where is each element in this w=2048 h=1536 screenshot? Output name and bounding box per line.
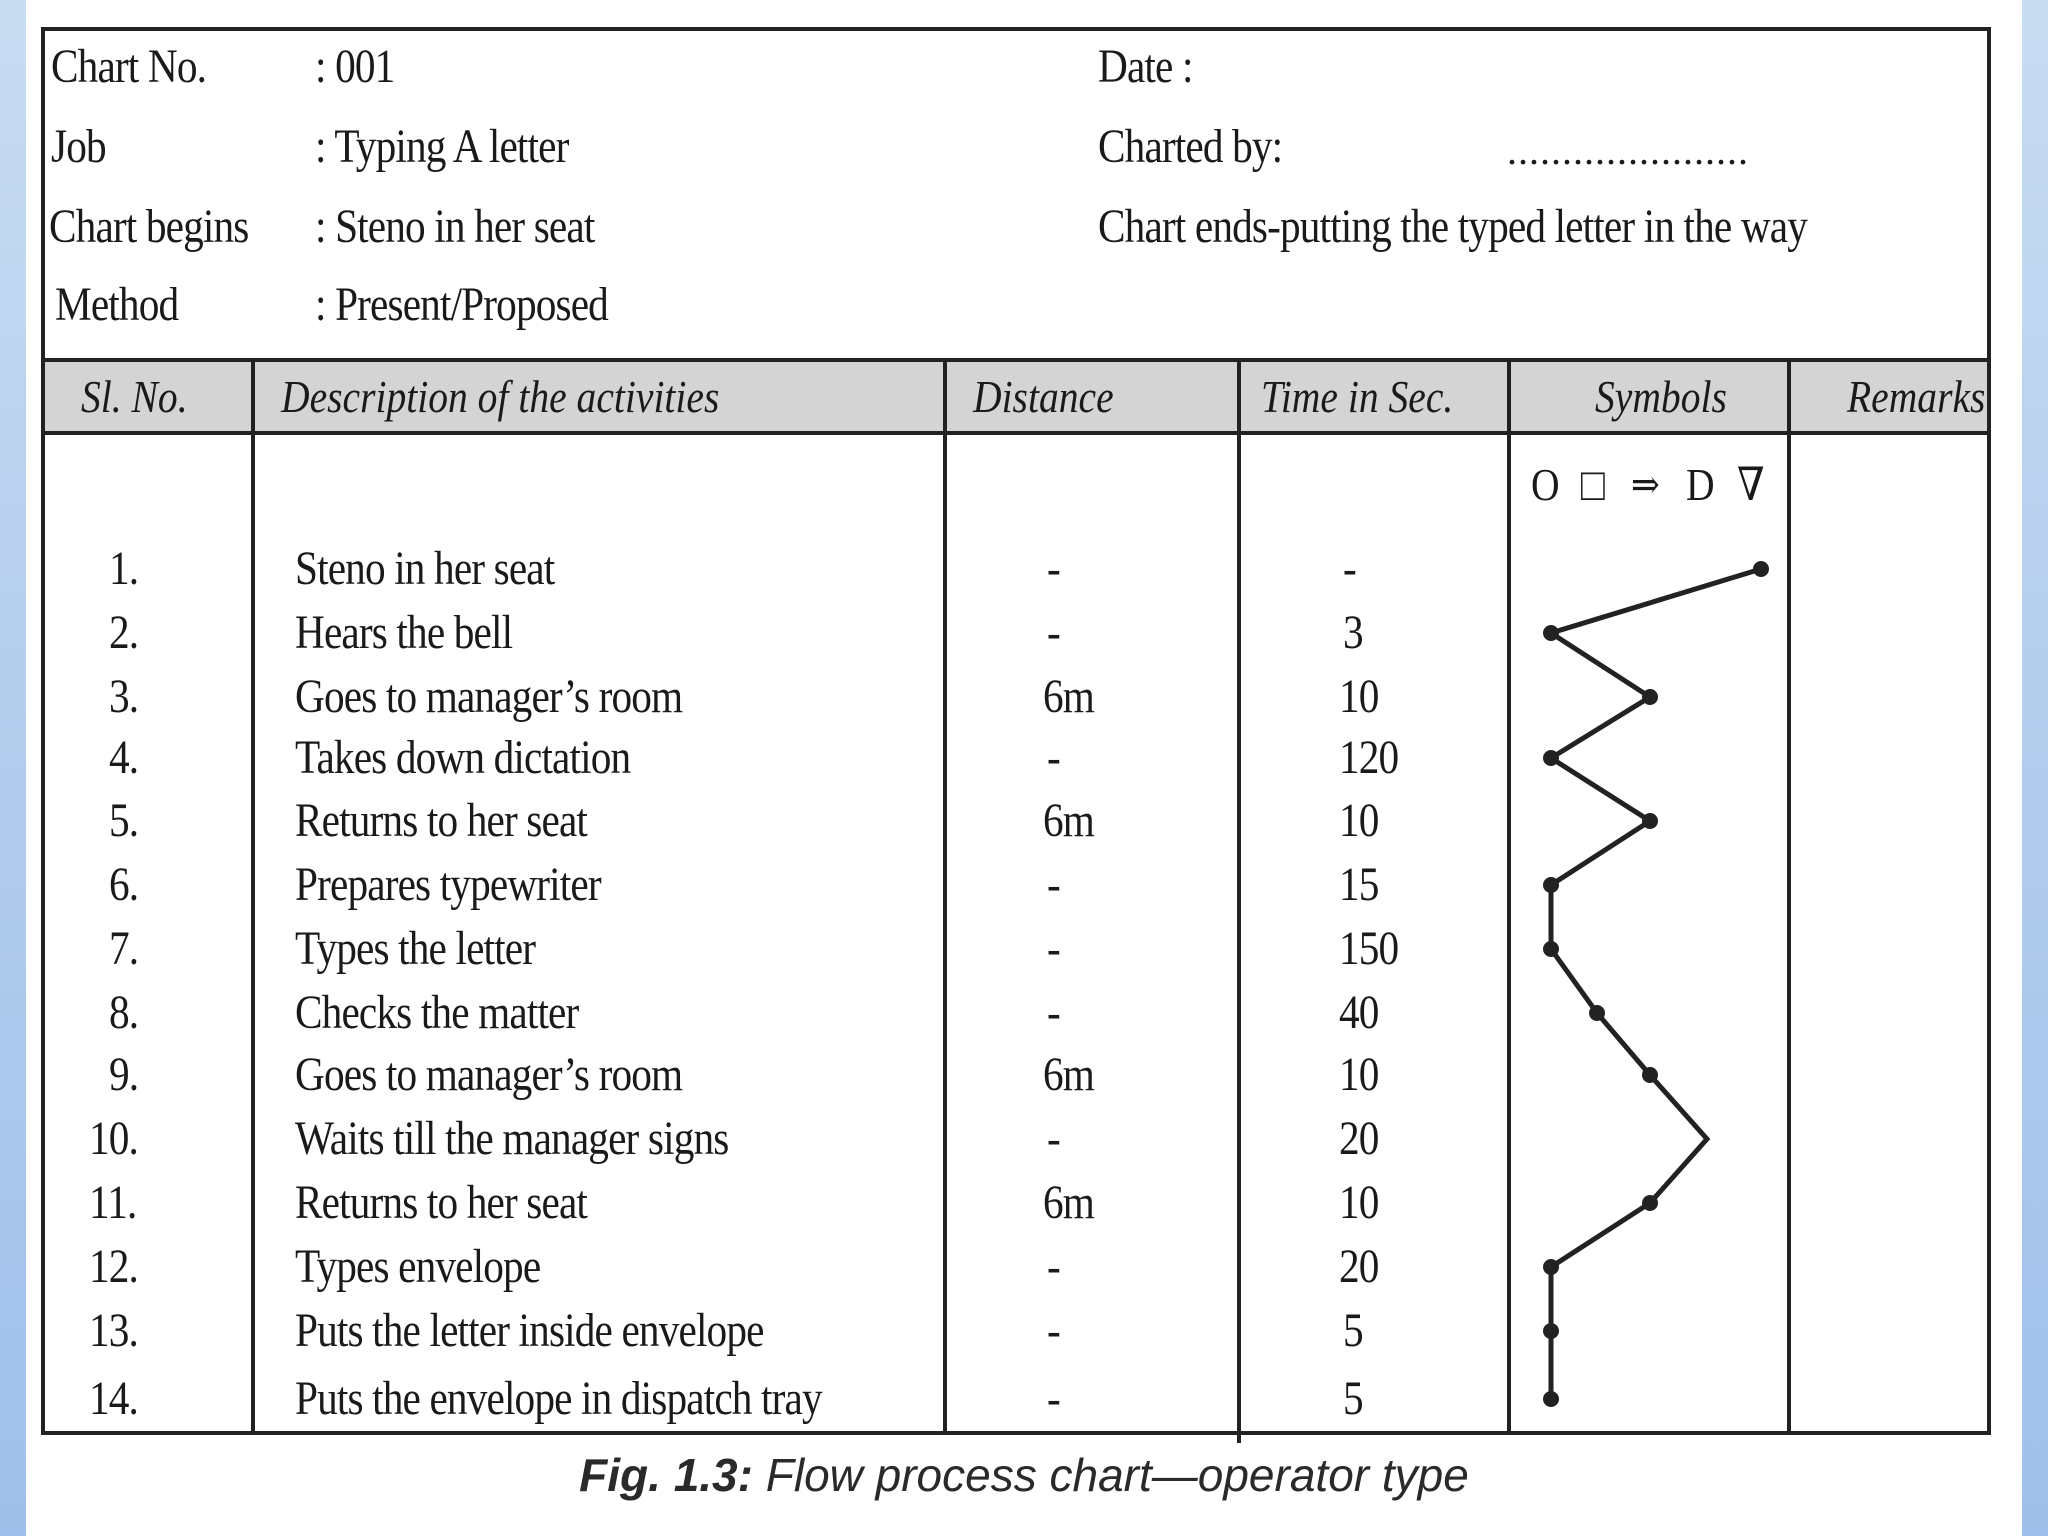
flow-step-point xyxy=(1589,1005,1605,1021)
legend-delay-symbol: D xyxy=(1686,459,1714,510)
flow-step-point xyxy=(1753,561,1769,577)
row-description: Returns to her seat xyxy=(295,794,588,847)
row-sl-no: 11. xyxy=(89,1176,137,1229)
row-distance: - xyxy=(1047,731,1060,784)
row-distance: 6m xyxy=(1043,1048,1095,1101)
row-sl-no: 2. xyxy=(109,606,139,659)
chart-begins-label: Chart begins xyxy=(49,200,249,253)
flow-step-point xyxy=(1642,1195,1658,1211)
row-description: Types the letter xyxy=(295,922,536,975)
row-sl-no: 14. xyxy=(89,1372,139,1425)
flow-step-point xyxy=(1642,813,1658,829)
row-description: Puts the letter inside envelope xyxy=(295,1304,764,1357)
row-distance: - xyxy=(1047,858,1060,911)
flow-step-point xyxy=(1642,689,1658,705)
row-sl-no: 4. xyxy=(109,731,139,784)
row-description: Goes to manager’s room xyxy=(295,1048,683,1101)
row-time: 15 xyxy=(1339,858,1379,911)
row-time: 150 xyxy=(1339,922,1399,975)
chart-begins-value: : Steno in her seat xyxy=(315,200,595,253)
row-time: 20 xyxy=(1339,1112,1379,1165)
row-description: Checks the matter xyxy=(295,986,579,1039)
flow-step-point xyxy=(1642,1067,1658,1083)
row-description: Returns to her seat xyxy=(295,1176,588,1229)
row-sl-no: 13. xyxy=(89,1304,139,1357)
row-sl-no: 12. xyxy=(89,1240,139,1293)
col-symbols: Symbols xyxy=(1595,371,1727,422)
col-time: Time in Sec. xyxy=(1261,371,1454,422)
row-sl-no: 8. xyxy=(109,986,139,1039)
legend-transport-symbol: ⇒ xyxy=(1631,462,1659,507)
caption-text: Flow process chart—operator type xyxy=(752,1449,1469,1501)
row-time: 10 xyxy=(1339,1176,1379,1229)
job-value: : Typing A letter xyxy=(315,120,569,173)
row-distance: - xyxy=(1047,606,1060,659)
flow-step-point xyxy=(1543,1391,1559,1407)
row-time: 10 xyxy=(1339,670,1379,723)
row-sl-no: 1. xyxy=(109,542,139,595)
row-sl-no: 3. xyxy=(109,670,139,723)
charted-by-label: Charted by: xyxy=(1098,120,1283,173)
row-sl-no: 5. xyxy=(109,794,139,847)
chart-no-value: : 001 xyxy=(315,40,395,93)
flow-process-chart-table xyxy=(41,27,1991,1435)
row-sl-no: 9. xyxy=(109,1048,139,1101)
legend-operation-symbol: O xyxy=(1531,459,1559,510)
row-time: - xyxy=(1343,542,1356,595)
row-description: Types envelope xyxy=(295,1240,541,1293)
row-distance: - xyxy=(1047,986,1060,1039)
caption-fig-number: Fig. 1.3: xyxy=(579,1449,753,1501)
row-sl-no: 6. xyxy=(109,858,139,911)
symbol-flow-line xyxy=(45,31,1987,1431)
flow-step-point xyxy=(1543,941,1559,957)
row-distance: 6m xyxy=(1043,1176,1095,1229)
col-distance: Distance xyxy=(973,371,1114,422)
row-time: 3 xyxy=(1343,606,1363,659)
legend-storage-symbol: ∇ xyxy=(1737,459,1764,510)
document-page xyxy=(26,0,2022,1536)
row-distance: - xyxy=(1047,1240,1060,1293)
row-sl-no: 10. xyxy=(89,1112,139,1165)
job-label: Job xyxy=(51,120,106,173)
row-distance: 6m xyxy=(1043,794,1095,847)
col-description: Description of the activities xyxy=(281,371,720,422)
row-distance: 6m xyxy=(1043,670,1095,723)
row-distance: - xyxy=(1047,1304,1060,1357)
legend-inspection-symbol: □ xyxy=(1581,459,1605,510)
right-background-strip xyxy=(2022,0,2048,1536)
chart-ends-text: Chart ends-putting the typed letter in the way xyxy=(1098,200,1808,253)
row-distance: - xyxy=(1047,1372,1060,1425)
flow-step-point xyxy=(1543,1323,1559,1339)
row-distance: - xyxy=(1047,922,1060,975)
date-label: Date : xyxy=(1098,40,1193,93)
charted-by-blank: ...................... xyxy=(1507,128,1749,173)
row-time: 5 xyxy=(1343,1304,1363,1357)
col-remarks: Remarks xyxy=(1847,371,1986,422)
row-time: 5 xyxy=(1343,1372,1363,1425)
row-time: 10 xyxy=(1339,794,1379,847)
flow-step-point xyxy=(1543,625,1559,641)
row-time: 10 xyxy=(1339,1048,1379,1101)
row-time: 40 xyxy=(1339,986,1379,1039)
row-description: Hears the bell xyxy=(295,606,513,659)
method-value: : Present/Proposed xyxy=(315,278,608,331)
row-description: Puts the envelope in dispatch tray xyxy=(295,1372,822,1425)
method-label: Method xyxy=(55,278,179,331)
row-time: 20 xyxy=(1339,1240,1379,1293)
flow-step-point xyxy=(1543,750,1559,766)
figure-caption xyxy=(26,1448,2022,1502)
chart-no-label: Chart No. xyxy=(51,40,207,93)
row-time: 120 xyxy=(1339,731,1399,784)
row-distance: - xyxy=(1047,542,1060,595)
row-description: Takes down dictation xyxy=(295,731,631,784)
row-description: Prepares typewriter xyxy=(295,858,601,911)
row-description: Goes to manager’s room xyxy=(295,670,683,723)
left-background-strip xyxy=(0,0,26,1536)
row-distance: - xyxy=(1047,1112,1060,1165)
row-description: Waits till the manager signs xyxy=(295,1112,729,1165)
col-sl-no: Sl. No. xyxy=(81,371,188,422)
flow-step-point xyxy=(1543,877,1559,893)
flow-step-point xyxy=(1543,1259,1559,1275)
row-description: Steno in her seat xyxy=(295,542,555,595)
row-sl-no: 7. xyxy=(109,922,139,975)
